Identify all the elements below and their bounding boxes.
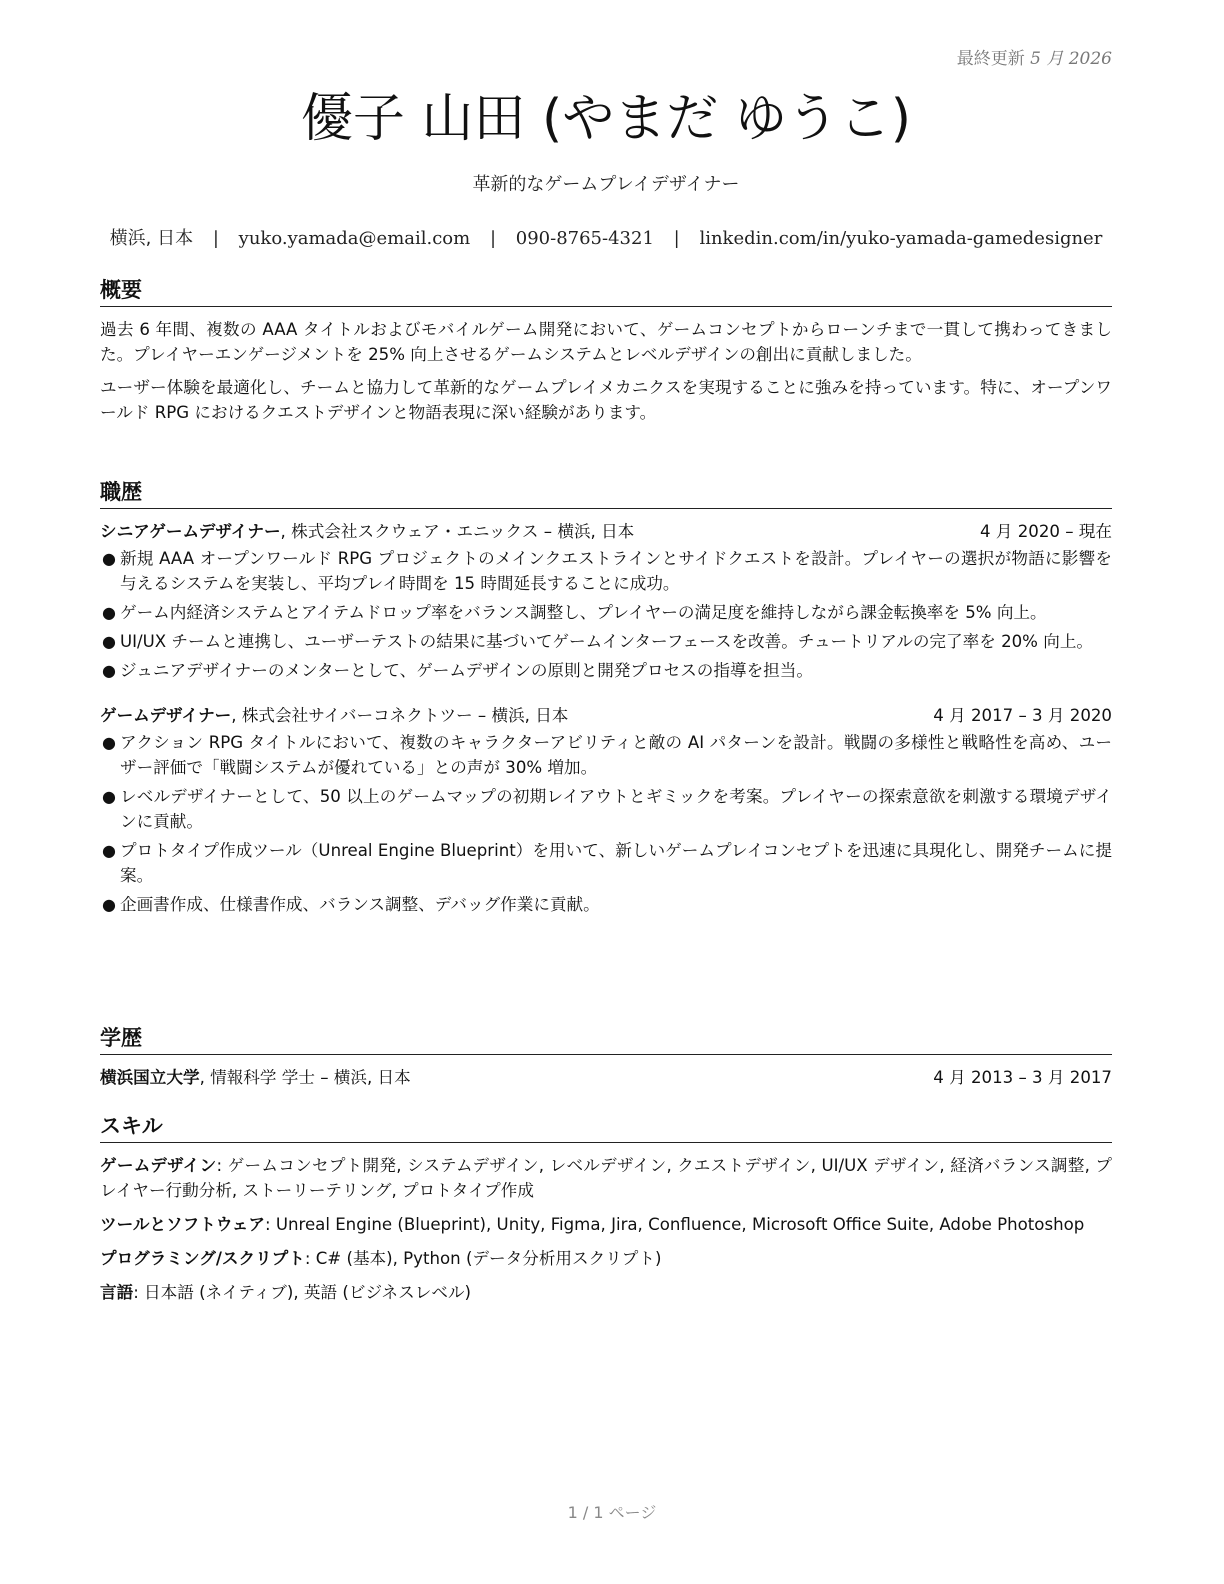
list-item xyxy=(100,629,1112,654)
skill-line xyxy=(100,1280,1112,1305)
section-heading: 学歴 xyxy=(100,1024,1112,1055)
tagline: 革新的なゲームプレイデザイナー xyxy=(472,174,740,195)
skill-label: ゲームデザイン xyxy=(100,1156,217,1175)
job-entry xyxy=(100,519,1112,683)
list-item xyxy=(100,600,1112,625)
skill-line xyxy=(100,1212,1112,1237)
job-entry xyxy=(100,703,1112,917)
email-link[interactable]: yuko.yamada@email.com xyxy=(238,228,471,249)
bullet-icon: ● xyxy=(102,841,116,860)
contact-line xyxy=(100,224,1112,250)
separator: | xyxy=(212,228,219,249)
job-dates: 4 月 2020 – 現在 xyxy=(980,522,1112,541)
job-bullets xyxy=(100,730,1112,917)
bullet-text: プロトタイプ作成ツール（Unreal Engine Blueprint）を用いて、新しいゲームプレイコンセプトを迅速に具現化し、開発チームに提案。 xyxy=(120,841,1112,885)
school-name: 横浜国立大学 xyxy=(100,1068,200,1087)
education-entry xyxy=(100,1065,1112,1090)
job-header xyxy=(100,703,1112,728)
job-company: , 株式会社スクウェア・エニックス – 横浜, 日本 xyxy=(280,522,635,541)
skill-label: 言語 xyxy=(100,1283,134,1302)
skills-section xyxy=(100,1112,1112,1314)
summary-paragraph: ユーザー体験を最適化し、チームと協力して革新的なゲームプレイメカニクスを実現することに強みを持っています。特に、オープンワールド RPG におけるクエストデザインと物語表現に深い経験があります。 xyxy=(100,378,1112,422)
job-role xyxy=(100,519,634,544)
skill-label: ツールとソフトウェア xyxy=(100,1215,265,1234)
separator: | xyxy=(489,228,497,249)
page-number: 1 / 1 ページ xyxy=(567,1503,657,1522)
list-item xyxy=(100,546,1112,596)
phone-number: 090-8765-4321 xyxy=(515,228,654,249)
list-item xyxy=(100,730,1112,780)
bullet-text: 新規 AAA オープンワールド RPG プロジェクトのメインクエストラインとサイドクエストを設計。プレイヤーの選択が物語に影響を与えるシステムを実装し、平均プレイ時間を 15 時間延長することに成功。 xyxy=(120,549,1112,593)
skill-text: : 日本語 (ネイティブ), 英語 (ビジネスレベル) xyxy=(133,1283,471,1302)
list-item xyxy=(100,784,1112,834)
education-section xyxy=(100,1024,1112,1090)
education-dates: 4 月 2013 – 3 月 2017 xyxy=(933,1068,1112,1087)
skill-line xyxy=(100,1246,1112,1271)
skill-text: : Unreal Engine (Blueprint), Unity, Figma, Jira, Confluence, Microsoft Office Suite, Adobe Photoshop xyxy=(264,1215,1085,1234)
job-bullets xyxy=(100,546,1112,683)
linkedin-link[interactable]: linkedin.com/in/yuko-yamada-gamedesigner xyxy=(699,228,1103,249)
job-title: シニアゲームデザイナー xyxy=(100,522,281,541)
bullet-text: アクション RPG タイトルにおいて、複数のキャラクターアビリティと敵の AI パターンを設計。戦闘の多様性と戦略性を高め、ユーザー評価で「戦闘システムが優れている」との声が 30% 増加。 xyxy=(120,733,1112,777)
bullet-icon: ● xyxy=(102,603,116,622)
job-dates: 4 月 2017 – 3 月 2020 xyxy=(933,706,1112,725)
summary-section xyxy=(100,276,1112,433)
list-item xyxy=(100,892,1112,917)
bullet-text: ジュニアデザイナーのメンターとして、ゲームデザインの原則と開発プロセスの指導を担当。 xyxy=(120,661,813,680)
bullet-text: ゲーム内経済システムとアイテムドロップ率をバランス調整し、プレイヤーの満足度を維持しながら課金転換率を 5% 向上。 xyxy=(120,603,1047,622)
list-item xyxy=(100,658,1112,683)
bullet-icon: ● xyxy=(102,733,116,752)
education-role xyxy=(100,1065,411,1090)
last-updated xyxy=(957,44,1112,69)
section-heading: 職歴 xyxy=(100,478,1112,509)
bullet-icon: ● xyxy=(102,895,116,914)
bullet-text: レベルデザイナーとして、50 以上のゲームマップの初期レイアウトとギミックを考案。プレイヤーの探索意欲を刺激する環境デザインに貢献。 xyxy=(120,787,1112,831)
experience-section xyxy=(100,478,1112,921)
job-company: , 株式会社サイバーコネクトツー – 横浜, 日本 xyxy=(231,706,569,725)
candidate-name: 優子 山田 (やまだ ゆうこ) xyxy=(300,89,912,149)
separator: | xyxy=(673,228,680,249)
bullet-icon: ● xyxy=(102,661,116,680)
bullet-text: UI/UX チームと連携し、ユーザーテストの結果に基づいてゲームインターフェースを改善。チュートリアルの完了率を 20% 向上。 xyxy=(120,632,1094,651)
section-heading: スキル xyxy=(100,1112,1112,1143)
last-updated-date: 5 月 2026 xyxy=(1030,49,1112,69)
skill-label: プログラミング/スクリプト xyxy=(100,1249,305,1268)
skill-text: : ゲームコンセプト開発, システムデザイン, レベルデザイン, クエストデザイン, UI/UX デザイン, 経済バランス調整, プレイヤー行動分析, ストーリーテリング, プロトタイプ作成 xyxy=(100,1156,1113,1200)
bullet-icon: ● xyxy=(102,787,116,806)
degree: , 情報科学 学士 – 横浜, 日本 xyxy=(199,1068,411,1087)
job-title: ゲームデザイナー xyxy=(100,706,232,725)
bullet-text: 企画書作成、仕様書作成、バランス調整、デバッグ作業に貢献。 xyxy=(120,895,600,914)
section-heading: 概要 xyxy=(100,276,1112,307)
job-role xyxy=(100,703,568,728)
job-header xyxy=(100,519,1112,544)
last-updated-prefix: 最終更新 xyxy=(956,49,1025,69)
list-item xyxy=(100,838,1112,888)
bullet-icon: ● xyxy=(102,632,116,651)
location: 横浜, 日本 xyxy=(109,228,194,249)
summary-paragraph: 過去 6 年間、複数の AAA タイトルおよびモバイルゲーム開発において、ゲームコンセプトからローンチまで一貫して携わってきました。プレイヤーエンゲージメントを 25% 向上させるゲームシステムとレベルデザインの創出に貢献しました。 xyxy=(100,320,1112,364)
skill-text: : C# (基本), Python (データ分析用スクリプト) xyxy=(304,1249,662,1268)
skill-line xyxy=(100,1153,1112,1203)
bullet-icon: ● xyxy=(102,549,116,568)
